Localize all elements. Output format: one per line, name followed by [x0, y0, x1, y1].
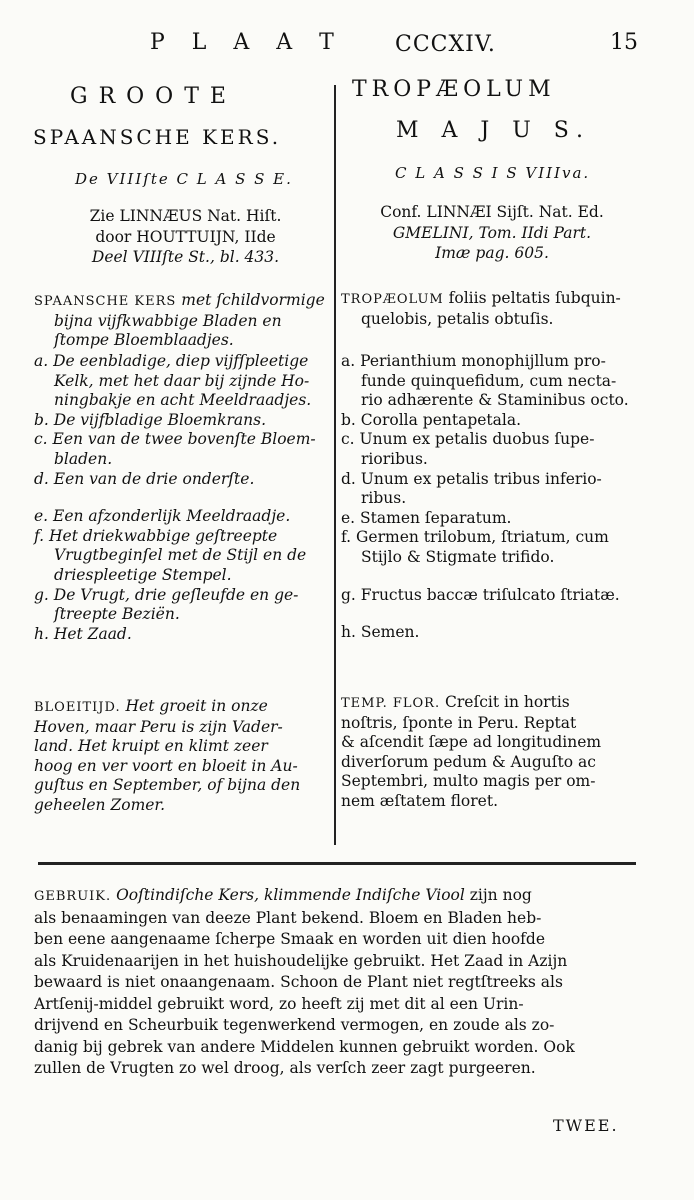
page-number: 15	[610, 30, 638, 55]
plate-label: P L A A T	[150, 30, 344, 55]
bloeitijd-line: guſtus en September, of bijna den	[34, 776, 301, 795]
left-item: Vrugtbeginſel met de Stijl en de	[54, 546, 307, 565]
temp-flor-line: Septembri, multo magis per om-	[341, 772, 596, 791]
left-desc-name: SPAANSCHE KERS	[34, 294, 177, 309]
right-item: rioribus.	[361, 449, 428, 468]
gebruik-line: bewaard is niet onaangenaam. Schoon de Plant niet regtſtreeks als	[34, 973, 563, 991]
right-ref-line: Imæ pag. 605.	[435, 244, 549, 262]
right-desc-name: TROPÆOLUM	[341, 292, 444, 307]
right-ref-line: GMELINI, Tom. IIdi Part.	[392, 223, 592, 242]
gebruik-line: Artſenij-middel gebruikt word, zo heeft zij met dit al een Urin-	[34, 994, 524, 1013]
temp-flor-line: & aſcendit ſæpe ad longitudinem	[341, 733, 602, 752]
gebruik-line: zullen de Vrugten zo wel droog, als verſch zeer zagt purgeeren.	[34, 1059, 536, 1077]
right-item: ribus.	[361, 489, 407, 508]
left-item: a. De eenbladige, diep vijfſpleetige	[34, 352, 309, 370]
left-title-1: GROOTE	[70, 84, 237, 109]
left-item: b. De vijfbladige Bloemkrans.	[34, 410, 267, 429]
right-item: Stijlo & Stigmate trifido.	[361, 547, 555, 566]
temp-flor-line: nem æſtatem floret.	[341, 791, 498, 810]
left-ref-line: Zie LINNÆUS Nat. Hiſt.	[89, 207, 282, 225]
bloeitijd-line: hoog en ver voort en bloeit in Au-	[34, 756, 298, 775]
right-item: g. Fructus baccæ triſulcato ſtriatæ.	[341, 585, 620, 604]
gebruik-line: als Kruidenaarijen in het huishoudelijke gebruikt. Het Zaad in Azijn	[34, 951, 568, 970]
right-reference	[342, 202, 642, 264]
left-item: bladen.	[54, 449, 113, 468]
right-classis: C L A S S I S VIIIva.	[395, 164, 591, 182]
gebruik-label: GEBRUIK.	[34, 889, 112, 904]
left-item: ſtreepte Beziën.	[54, 605, 180, 624]
left-ref-line: door HOUTTUIJN, IIde	[95, 227, 276, 246]
right-item: b. Corolla pentapetala.	[341, 410, 522, 429]
left-desc-line: bijna vijfkwabbige Bladen en	[54, 311, 282, 330]
left-item: c. Een van de twee bovenſte Bloem-	[34, 430, 316, 449]
left-desc-line: met ſchildvormige	[176, 291, 325, 309]
right-figure-list	[341, 352, 671, 643]
gebruik-line: danig bij gebrek van andere Middelen kunnen gebruikt worden. Ook	[34, 1037, 575, 1056]
left-title-2: SPAANSCHE KERS.	[33, 125, 282, 149]
right-title-1: TROPÆOLUM	[352, 77, 556, 102]
left-item: d. Een van de drie onderſte.	[34, 469, 255, 488]
right-desc-line: quelobis, petalis obtuſis.	[361, 309, 554, 328]
left-figure-list	[34, 352, 332, 644]
left-item: e. Een afzonderlijk Meeldraadje.	[34, 507, 291, 526]
gebruik-paragraph	[34, 885, 650, 1080]
left-bloeitijd	[34, 697, 332, 816]
gebruik-line: drijvend en Scheurbuik tegenwerkend vermogen, en zoude als zo-	[34, 1016, 555, 1034]
right-desc-line: foliis peltatis ſubquin-	[443, 289, 621, 307]
catchword: TWEE.	[553, 1116, 619, 1135]
gebruik-lead: Ooſtindiſche Kers, klimmende Indiſche Viool	[111, 886, 465, 904]
right-item: d. Unum ex petalis tribus inferio-	[341, 469, 602, 488]
gebruik-line: ben eene aangenaame ſcherpe Smaak en worden uit dien hoofde	[34, 930, 546, 948]
right-ref-line: Conf. LINNÆI Sijſt. Nat. Ed.	[380, 203, 604, 221]
temp-flor-label: TEMP. FLOR.	[341, 696, 441, 711]
bloeitijd-line: Het groeit in onze	[120, 697, 268, 715]
gebruik-lead-tail: zijn nog	[464, 886, 532, 904]
left-reference	[58, 206, 313, 268]
bloeitijd-line: geheelen Zomer.	[34, 795, 166, 814]
right-item: funde quinquefidum, cum necta-	[361, 371, 617, 390]
right-item: c. Unum ex petalis duobus ſupe-	[341, 430, 595, 449]
left-item: ningbakje en acht Meeldraadjes.	[54, 391, 312, 410]
left-item: driespleetige Stempel.	[54, 565, 232, 584]
left-description	[34, 291, 332, 351]
right-description	[341, 289, 671, 329]
bloeitijd-line: Hoven, maar Peru is zijn Vader-	[34, 717, 283, 736]
column-divider	[334, 85, 336, 845]
gebruik-line: als benaamingen van deeze Plant bekend. Bloem en Bladen heb-	[34, 908, 542, 927]
temp-flor-line: noſtris, ſponte in Peru. Reptat	[341, 713, 577, 732]
bloeitijd-line: land. Het kruipt en klimt zeer	[34, 737, 268, 756]
bloeitijd-label: BLOEITIJD.	[34, 700, 121, 715]
left-item: f. Het driekwabbige geſtreepte	[34, 526, 278, 545]
left-item: g. De Vrugt, drie geſleufde en ge-	[34, 585, 299, 604]
left-item: h. Het Zaad.	[34, 624, 132, 643]
temp-flor-line: Creſcit in hortis	[440, 693, 570, 711]
plate-number: CCCXIV.	[395, 32, 496, 57]
left-desc-line: ſtompe Bloemblaadjes.	[54, 331, 234, 350]
right-temp-flor	[341, 693, 671, 812]
left-ref-line: Deel VIIIſte St., bl. 433.	[91, 248, 280, 266]
right-item: rio adhærente & Staminibus octo.	[361, 391, 629, 410]
right-item: f. Germen trilobum, ſtriatum, cum	[341, 528, 609, 547]
right-item: a. Perianthium monophijllum pro-	[341, 352, 606, 370]
left-classe: De VIIIſte C L A S S E.	[75, 170, 293, 188]
horizontal-rule	[38, 862, 636, 865]
temp-flor-line: diverſorum pedum & Auguſto ac	[341, 752, 596, 771]
right-item: h. Semen.	[341, 623, 420, 642]
right-title-2: M A J U S.	[396, 118, 592, 143]
right-item: e. Stamen ſeparatum.	[341, 508, 512, 527]
left-item: Kelk, met het daar bij zijnde Ho-	[54, 371, 310, 390]
